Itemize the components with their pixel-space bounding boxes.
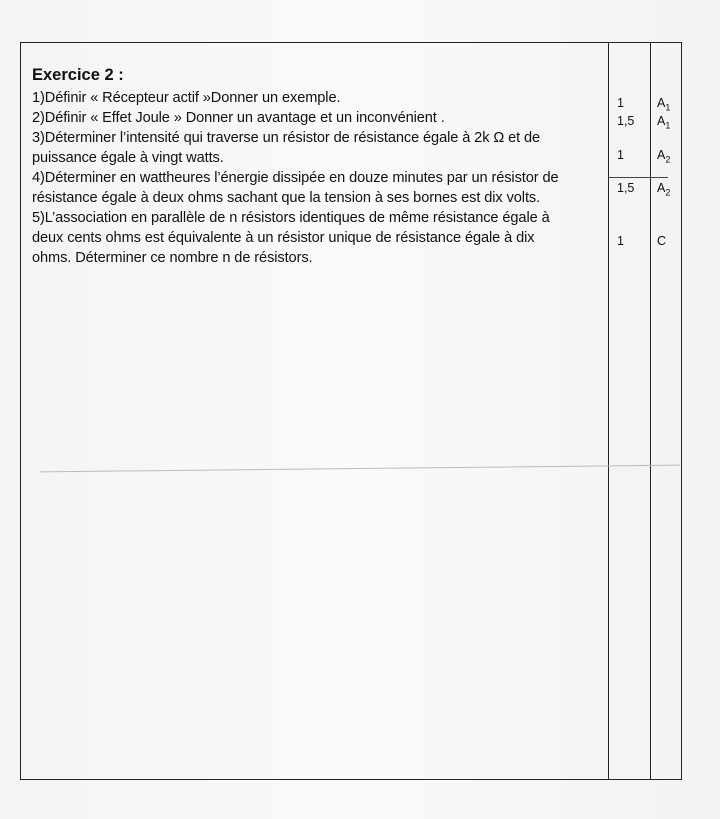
row-divider <box>608 177 668 178</box>
question-5-cont2: ohms. Déterminer ce nombre n de résistors. <box>32 250 313 266</box>
question-5: 5)L’association en parallèle de n résistors identiques de même résistance égale à <box>32 210 550 226</box>
score-q4: 1,5 <box>617 181 635 195</box>
exercise-title: Exercice 2 : <box>32 66 124 84</box>
level-q1: $A_1$ <box>657 96 671 113</box>
level-q2: $A_1$ <box>657 114 671 131</box>
question-4: 4)Déterminer en wattheures l’énergie dissipée en douze minutes par un résistor de <box>32 170 559 186</box>
score-q5: 1 <box>617 234 624 248</box>
score-q3: 1 <box>617 148 624 162</box>
question-4-cont: résistance égale à deux ohms sachant que la tension à ses bornes est dix volts. <box>32 190 541 206</box>
question-3-cont: puissance égale à vingt watts. <box>32 150 224 166</box>
question-3: 3)Déterminer l’intensité qui traverse un résistor de résistance égale à 2k Ω et de <box>32 130 541 146</box>
level-q3: $A_2$ <box>657 148 671 165</box>
score-q2: 1,5 <box>617 114 635 128</box>
question-1: 1)Définir « Récepteur actif »Donner un exemple. <box>32 90 341 106</box>
question-5-cont: deux cents ohms est équivalente à un résistor unique de résistance égale à dix <box>32 230 535 246</box>
score-column-divider <box>608 42 609 780</box>
level-q5: C <box>657 234 667 248</box>
question-2: 2)Définir « Effet Joule » Donner un avantage et un inconvénient . <box>32 110 445 126</box>
level-column-divider <box>650 42 651 780</box>
score-q1: 1 <box>617 96 624 110</box>
level-q4: $A_2$ <box>657 181 671 198</box>
